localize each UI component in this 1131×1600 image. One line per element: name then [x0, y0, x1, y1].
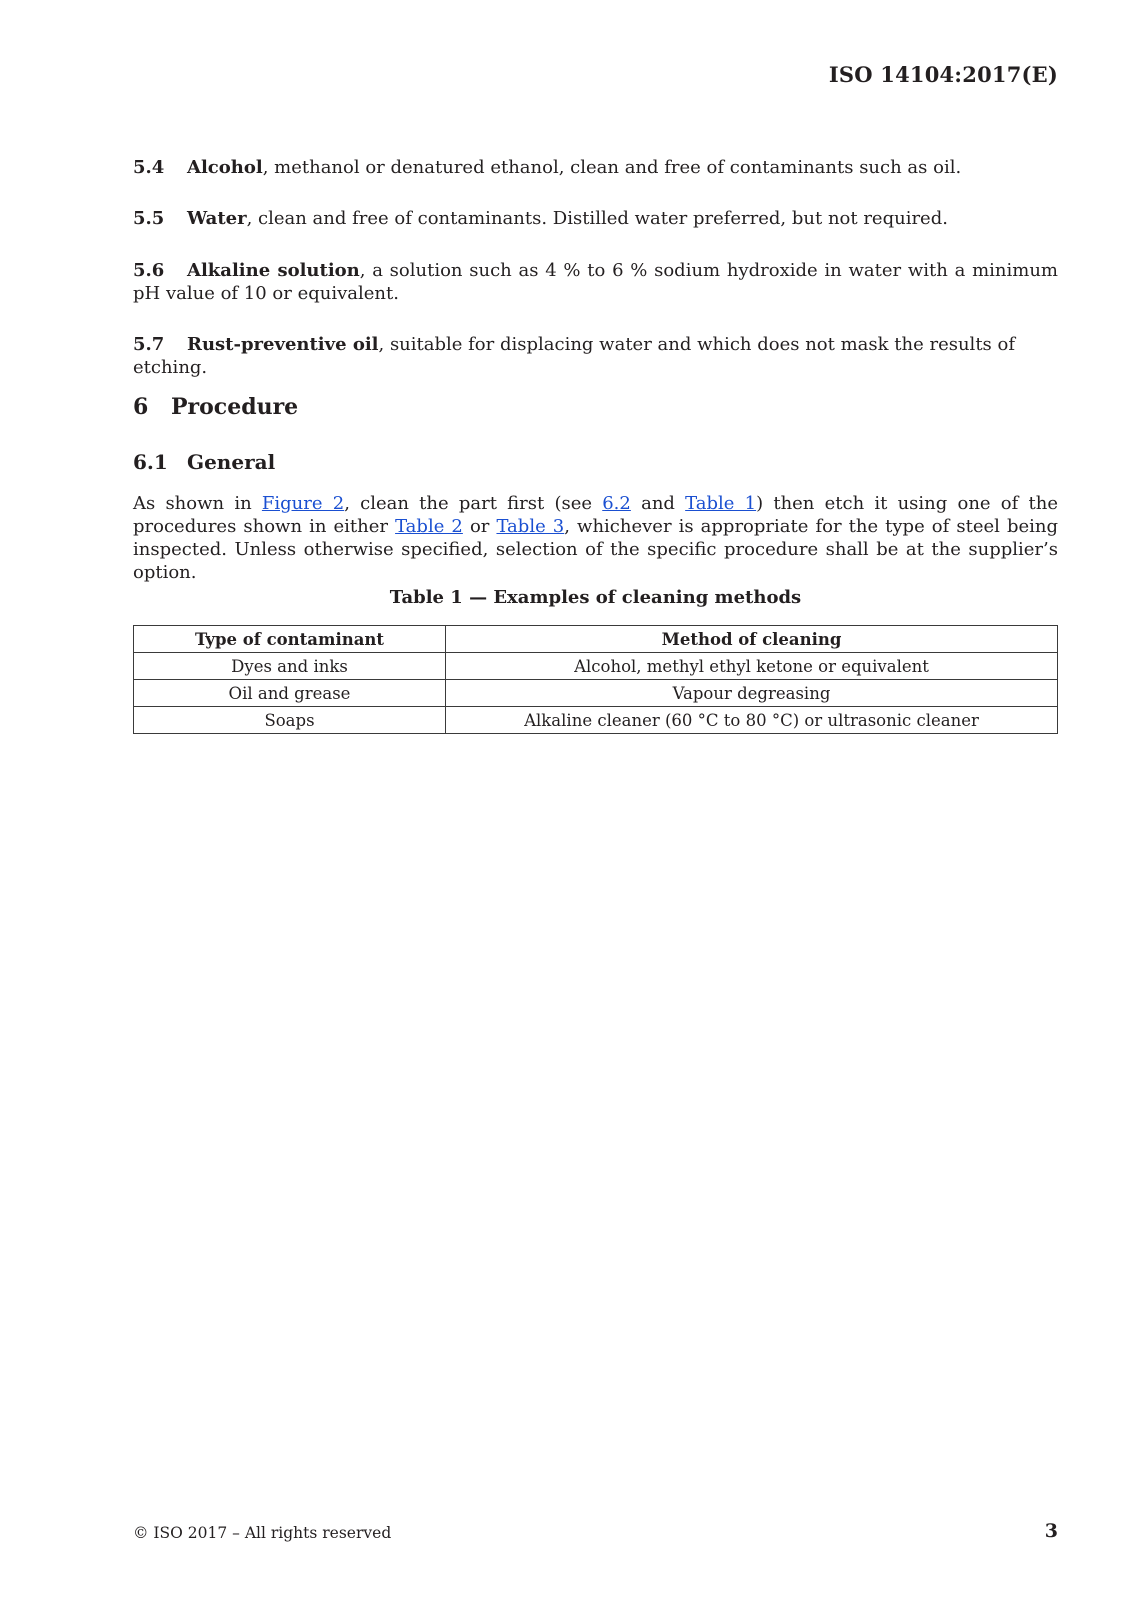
link-table-3[interactable]: Table 3: [496, 516, 565, 537]
clause-number: 5.7: [133, 334, 165, 355]
clause-term: Alkaline solution: [187, 260, 360, 281]
subsection-number: 6.1: [133, 450, 168, 474]
clause-term: Alcohol: [187, 157, 263, 178]
clause-5-6: [133, 259, 1058, 305]
para-text: ) then etch it using one of the procedures shown in either: [133, 493, 1058, 537]
clause-number: 5.6: [133, 260, 165, 281]
clause-text: , suitable for displacing water and which does not mask the results of etching.: [133, 334, 1016, 378]
clause-text: , methanol or denatured ethanol, clean and free of contaminants such as oil.: [262, 157, 962, 178]
column-header: Type of contaminant: [134, 626, 446, 653]
document-id: ISO 14104:2017(E): [828, 62, 1058, 87]
copyright-notice: © ISO 2017 – All rights reserved: [133, 1524, 392, 1542]
para-text: and: [630, 493, 686, 514]
para-text: , clean the part first (see: [344, 493, 603, 514]
link-table-2[interactable]: Table 2: [395, 516, 463, 537]
table-cell: Dyes and inks: [134, 653, 446, 680]
section-number: 6: [133, 394, 149, 420]
subsection-title: General: [187, 450, 276, 474]
section-heading: [133, 394, 298, 420]
page-number: 3: [1044, 1520, 1058, 1542]
link-table-1[interactable]: Table 1: [685, 493, 757, 514]
clause-5-7: [133, 333, 1058, 379]
clause-number: 5.4: [133, 157, 165, 178]
table-cell: Vapour degreasing: [446, 680, 1058, 707]
table-cell: Oil and grease: [134, 680, 446, 707]
column-header: Method of cleaning: [446, 626, 1058, 653]
table-title: Table 1 — Examples of cleaning methods: [389, 587, 802, 608]
section-title: Procedure: [171, 394, 299, 420]
para-text: , whichever is appropriate for the type of steel being inspected. Unless otherwise specified, selection of the specific procedure shall be at the supplier’s option.: [133, 516, 1059, 583]
table-row: [134, 707, 1058, 734]
clause-text: , a solution such as 4 % to 6 % sodium hydroxide in water with a minimum pH value of 10 or equivalent.: [133, 260, 1058, 304]
clause-5-5: [133, 207, 1058, 230]
table-header-row: [134, 626, 1058, 653]
para-text: As shown in: [133, 493, 262, 514]
link-clause-6-2[interactable]: 6.2: [602, 493, 631, 514]
subsection-heading: [133, 450, 275, 474]
clause-term: Rust-preventive oil: [187, 334, 379, 355]
clause-5-4: [133, 156, 1058, 179]
table-cell: Alkaline cleaner (60 °C to 80 °C) or ultrasonic cleaner: [446, 707, 1058, 734]
general-paragraph: [133, 492, 1058, 584]
para-text: or: [462, 516, 497, 537]
table-cell: Soaps: [134, 707, 446, 734]
cleaning-methods-table: [133, 625, 1058, 734]
clause-text: , clean and free of contaminants. Distilled water preferred, but not required.: [246, 208, 948, 229]
clause-term: Water: [187, 208, 247, 229]
link-figure-2[interactable]: Figure 2: [261, 493, 345, 514]
table-cell: Alcohol, methyl ethyl ketone or equivalent: [446, 653, 1058, 680]
table-row: [134, 653, 1058, 680]
table-row: [134, 680, 1058, 707]
clause-number: 5.5: [133, 208, 165, 229]
